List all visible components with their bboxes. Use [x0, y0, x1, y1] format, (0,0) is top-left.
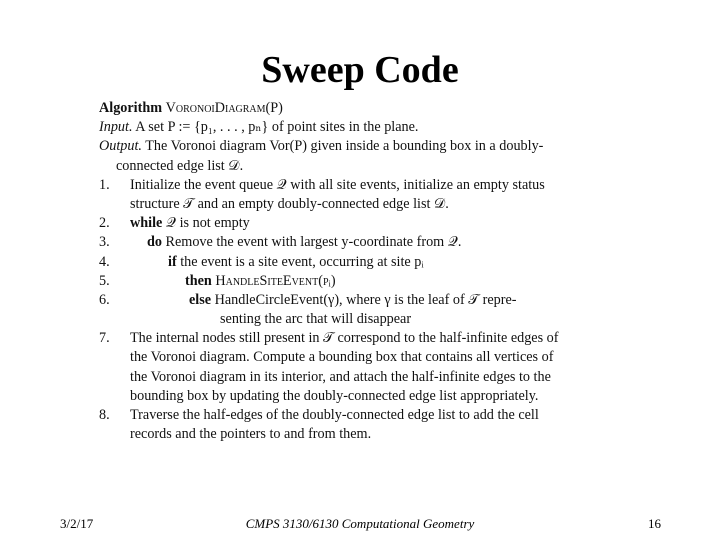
while-keyword: while — [130, 215, 163, 232]
then-keyword: then — [185, 272, 212, 289]
algorithm-block — [99, 99, 629, 444]
step-7-line-3: the Voronoi diagram in its interior, and attach the half-infinite edges to the — [130, 368, 551, 385]
step-number: 5. — [99, 272, 110, 289]
algorithm-name: VoronoiDiagram(P) — [165, 100, 283, 116]
do-keyword: do — [147, 234, 162, 251]
algorithm-output — [99, 137, 629, 156]
step-8-line-2: records and the pointers to and from them. — [130, 426, 372, 443]
output-label: Output. — [99, 138, 142, 155]
algorithm-input — [99, 118, 629, 137]
footer-date: 3/2/17 — [60, 516, 94, 531]
step-8-line-1: Traverse the half-edges of the doubly-connected edge list to add the cell — [130, 407, 539, 423]
page-number: 16 — [648, 516, 661, 531]
step-7-line-2: the Voronoi diagram. Compute a bounding box that contains all vertices of — [130, 349, 554, 366]
step-1-line-2: structure 𝒯 and an empty doubly-connected edge list 𝒟. — [130, 195, 449, 212]
step-number: 1. — [99, 176, 110, 193]
algorithm-header — [99, 99, 629, 118]
step-3 — [99, 233, 629, 252]
input-label: Input. — [99, 119, 133, 136]
slide-title: Sweep Code — [261, 49, 459, 91]
step-6-line-2: senting the arc that will disappear — [220, 311, 412, 328]
step-number: 3. — [99, 234, 110, 251]
step-1 — [99, 176, 629, 214]
output-text-line-1: The Voronoi diagram Vor(P) given inside a bounding box in a doubly- — [145, 138, 544, 155]
step-2-text: 𝒬 is not empty — [165, 215, 250, 232]
step-number: 4. — [99, 253, 110, 270]
step-6-line-1: HandleCircleEvent(γ), where γ is the leaf of 𝒯 repre- — [214, 291, 517, 308]
step-number: 6. — [99, 291, 110, 308]
else-keyword: else — [189, 291, 212, 308]
step-3-text: Remove the event with largest y-coordinate from 𝒬. — [165, 234, 462, 251]
footer-course: CMPS 3130/6130 Computational Geometry — [245, 516, 475, 531]
step-8 — [99, 406, 629, 444]
step-1-line-1: Initialize the event queue 𝒬 with all site events, initialize an empty status — [130, 176, 545, 193]
step-number: 8. — [99, 407, 110, 423]
step-5 — [99, 272, 629, 291]
step-4 — [99, 253, 629, 272]
if-keyword: if — [168, 253, 177, 270]
output-text-line-2: connected edge list 𝒟. — [116, 157, 244, 174]
input-text: A set P := {p₁, . . . , pₙ} of point sites in the plane. — [135, 119, 419, 136]
step-7-line-1: The internal nodes still present in 𝒯 correspond to the half-infinite edges of — [130, 330, 559, 347]
algorithm-keyword: Algorithm — [99, 100, 163, 116]
step-6 — [99, 291, 629, 329]
step-7 — [99, 329, 629, 406]
step-number: 2. — [99, 215, 110, 232]
handle-site-event: HandleSiteEvent(pᵢ) — [215, 272, 336, 289]
step-4-text: the event is a site event, occurring at site pᵢ — [180, 253, 424, 270]
step-7-line-4: bounding box by updating the doubly-connected edge list appropriately. — [130, 387, 539, 404]
step-number: 7. — [99, 330, 110, 347]
step-2 — [99, 214, 629, 233]
